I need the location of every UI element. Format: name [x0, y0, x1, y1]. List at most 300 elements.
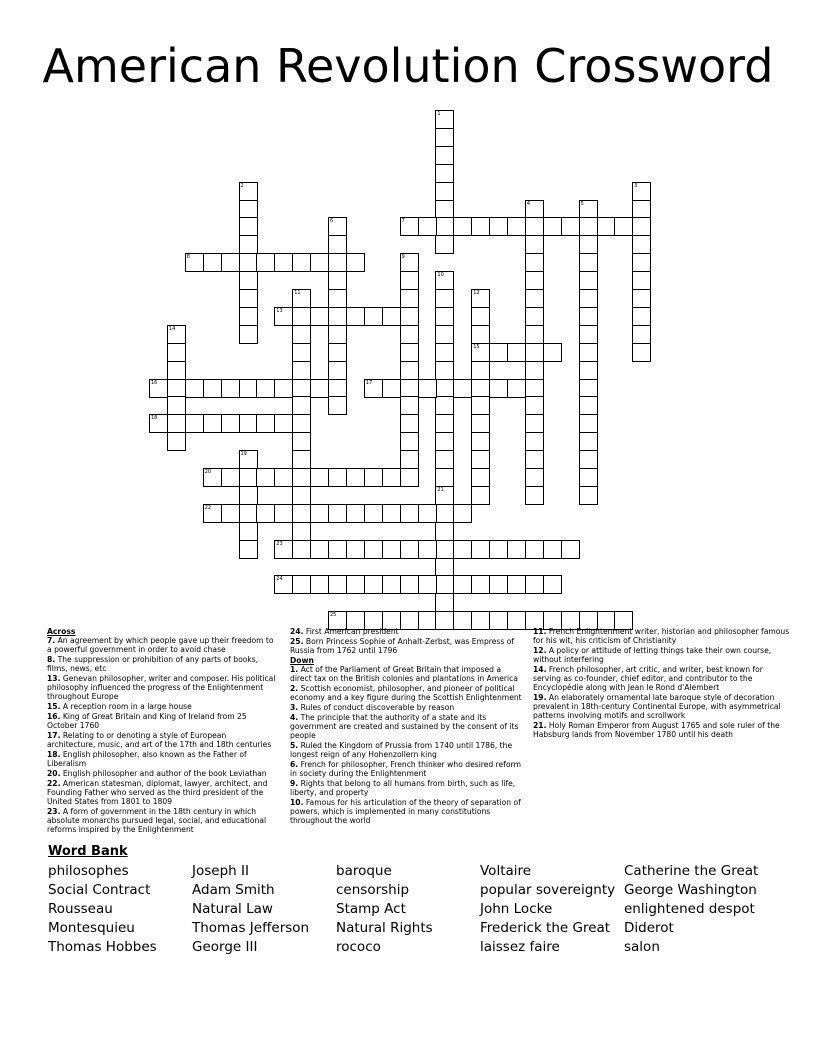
grid-cell[interactable] [525, 450, 544, 469]
word-bank-word: Montesquieu [48, 920, 135, 936]
clue-text: The suppression or prohibition of any parts of books, films, news, etc [47, 655, 259, 673]
grid-cell[interactable] [525, 575, 544, 594]
grid-cell[interactable] [239, 540, 258, 559]
grid-cell[interactable] [525, 271, 544, 290]
grid-cell[interactable] [435, 217, 454, 236]
grid-cell[interactable] [507, 217, 526, 236]
grid-cell[interactable] [632, 307, 651, 326]
grid-cell[interactable] [203, 379, 222, 398]
across-clue [47, 674, 277, 701]
grid-cell[interactable] [435, 432, 454, 451]
grid-cell[interactable] [274, 379, 293, 398]
grid-cell[interactable] [579, 307, 598, 326]
grid-cell[interactable] [579, 217, 598, 236]
grid-cell[interactable] [292, 379, 311, 398]
grid-cell[interactable] [292, 289, 311, 308]
word-bank-word: Frederick the Great [480, 920, 611, 936]
grid-cell[interactable] [400, 271, 419, 290]
grid-cell[interactable] [256, 379, 275, 398]
grid-cell[interactable] [489, 540, 508, 559]
grid-cell[interactable] [435, 396, 454, 415]
clue-text: English philosopher and author of the book Leviathan [62, 769, 267, 778]
grid-cell[interactable] [632, 343, 651, 362]
grid-cell[interactable] [579, 414, 598, 433]
grid-cell[interactable] [435, 146, 454, 165]
clue-number: 23 [276, 540, 283, 547]
grid-cell[interactable] [185, 253, 204, 272]
grid-cell[interactable] [435, 235, 454, 254]
grid-cell[interactable] [435, 325, 454, 344]
grid-cell[interactable] [239, 289, 258, 308]
grid-cell[interactable] [292, 325, 311, 344]
grid-cell[interactable] [328, 217, 347, 236]
grid-cell[interactable] [471, 468, 490, 487]
grid-cell[interactable] [435, 522, 454, 541]
grid-cell[interactable] [400, 432, 419, 451]
grid-cell[interactable] [471, 396, 490, 415]
across-clue [47, 712, 277, 730]
grid-cell[interactable] [632, 217, 651, 236]
grid-cell[interactable] [274, 468, 293, 487]
grid-cell[interactable] [221, 379, 240, 398]
grid-cell[interactable] [221, 253, 240, 272]
grid-cell[interactable] [543, 575, 562, 594]
grid-cell[interactable] [471, 414, 490, 433]
grid-cell[interactable] [274, 504, 293, 523]
clue-text: Rights that belong to all humans from birth, such as life, liberty, and property [290, 779, 516, 797]
clues-column-3 [533, 627, 793, 740]
clue-number: 14 [168, 325, 176, 332]
clue-number: 19 [240, 451, 247, 458]
grid-cell[interactable] [256, 414, 275, 433]
grid-cell[interactable] [292, 540, 311, 559]
grid-cell[interactable] [149, 379, 168, 398]
grid-cell[interactable] [274, 575, 293, 594]
word-bank-word: enlightened despot [624, 901, 755, 917]
clue-number: 16 [151, 379, 158, 386]
grid-cell[interactable] [507, 379, 526, 398]
grid-cell[interactable] [292, 450, 311, 469]
grid-cell[interactable] [185, 379, 204, 398]
grid-cell[interactable] [435, 540, 454, 559]
down-clue [290, 760, 522, 778]
grid-cell[interactable] [632, 182, 651, 201]
grid-cell[interactable] [203, 504, 222, 523]
grid-cell[interactable] [328, 271, 347, 290]
grid-cell[interactable] [328, 361, 347, 380]
clue-number: 25 [330, 612, 337, 619]
grid-cell[interactable] [400, 289, 419, 308]
grid-cell[interactable] [632, 235, 651, 254]
across-clue [47, 750, 277, 768]
grid-cell[interactable] [364, 379, 383, 398]
grid-cell[interactable] [435, 110, 454, 129]
grid-cell[interactable] [239, 414, 258, 433]
clue-text: French philosopher, art critic, and writer, best known for serving as co-founder, chief editor, and contributor to the Encyclopédie along with Jean le Rond d'Alembert [533, 665, 763, 692]
grid-cell[interactable] [310, 253, 329, 272]
grid-cell[interactable] [579, 486, 598, 505]
grid-cell[interactable] [507, 540, 526, 559]
grid-cell[interactable] [400, 253, 419, 272]
grid-cell[interactable] [167, 396, 186, 415]
grid-cell[interactable] [525, 414, 544, 433]
grid-cell[interactable] [310, 307, 329, 326]
grid-cell[interactable] [400, 217, 419, 236]
grid-cell[interactable] [185, 414, 204, 433]
down-clue [533, 646, 793, 664]
grid-cell[interactable] [167, 379, 186, 398]
grid-cell[interactable] [418, 540, 437, 559]
grid-cell[interactable] [239, 379, 258, 398]
grid-cell[interactable] [418, 217, 437, 236]
grid-cell[interactable] [489, 217, 508, 236]
clue-number-label: 2. [290, 684, 299, 693]
clue-number-label: 11. [533, 627, 547, 636]
grid-cell[interactable] [292, 504, 311, 523]
grid-cell[interactable] [543, 343, 562, 362]
word-bank-word: popular sovereignty [480, 882, 616, 898]
grid-cell[interactable] [239, 325, 258, 344]
grid-cell[interactable] [579, 432, 598, 451]
grid-cell[interactable] [435, 414, 454, 433]
word-bank-word: Adam Smith [192, 882, 275, 898]
grid-cell[interactable] [167, 325, 186, 344]
down-header: Down [290, 656, 314, 665]
grid-cell[interactable] [543, 540, 562, 559]
grid-cell[interactable] [435, 593, 454, 612]
word-bank-word: George III [192, 939, 258, 955]
grid-cell[interactable] [256, 504, 275, 523]
grid-cell[interactable] [167, 361, 186, 380]
grid-cell[interactable] [310, 504, 329, 523]
grid-cell[interactable] [525, 361, 544, 380]
grid-cell[interactable] [328, 307, 347, 326]
grid-cell[interactable] [471, 307, 490, 326]
across-clue [47, 807, 277, 834]
grid-cell[interactable] [418, 504, 437, 523]
grid-cell[interactable] [435, 164, 454, 183]
grid-cell[interactable] [418, 575, 437, 594]
grid-cell[interactable] [239, 522, 258, 541]
across-header: Across [47, 627, 76, 636]
grid-cell[interactable] [203, 253, 222, 272]
grid-cell[interactable] [310, 540, 329, 559]
grid-cell[interactable] [292, 468, 311, 487]
grid-cell[interactable] [525, 307, 544, 326]
grid-cell[interactable] [382, 504, 401, 523]
grid-cell[interactable] [453, 504, 472, 523]
grid-cell[interactable] [382, 468, 401, 487]
clues-column-2 [290, 627, 522, 826]
grid-cell[interactable] [239, 235, 258, 254]
grid-cell[interactable] [239, 504, 258, 523]
grid-cell[interactable] [579, 450, 598, 469]
grid-cell[interactable] [239, 307, 258, 326]
grid-cell[interactable] [435, 128, 454, 147]
across-clue [47, 779, 277, 806]
grid-cell[interactable] [471, 540, 490, 559]
grid-cell[interactable] [364, 307, 383, 326]
grid-cell[interactable] [471, 379, 490, 398]
grid-cell[interactable] [579, 271, 598, 290]
grid-cell[interactable] [471, 450, 490, 469]
grid-cell[interactable] [346, 307, 365, 326]
clue-text: Act of the Parliament of Great Britain that imposed a direct tax on the British colonies and plantations in America [290, 665, 518, 683]
word-bank-word: Catherine the Great [624, 863, 759, 879]
grid-cell[interactable] [292, 253, 311, 272]
grid-cell[interactable] [364, 540, 383, 559]
grid-cell[interactable] [489, 343, 508, 362]
grid-cell[interactable] [167, 432, 186, 451]
clue-number: 24 [276, 576, 283, 583]
grid-cell[interactable] [292, 307, 311, 326]
grid-cell[interactable] [579, 253, 598, 272]
clue-number-label: 5. [290, 741, 299, 750]
grid-cell[interactable] [400, 396, 419, 415]
grid-cell[interactable] [239, 486, 258, 505]
grid-cell[interactable] [632, 200, 651, 219]
grid-cell[interactable] [525, 396, 544, 415]
clue-number: 11 [294, 290, 301, 296]
grid-cell[interactable] [256, 468, 275, 487]
grid-cell[interactable] [239, 271, 258, 290]
grid-cell[interactable] [435, 361, 454, 380]
grid-cell[interactable] [149, 414, 168, 433]
grid-cell[interactable] [292, 343, 311, 362]
grid-cell[interactable] [453, 379, 472, 398]
grid-cell[interactable] [274, 540, 293, 559]
grid-cell[interactable] [435, 307, 454, 326]
grid-cell[interactable] [203, 468, 222, 487]
word-bank-word: Social Contract [48, 882, 151, 898]
grid-cell[interactable] [453, 575, 472, 594]
grid-cell[interactable] [579, 235, 598, 254]
down-clue [290, 684, 522, 702]
grid-cell[interactable] [507, 575, 526, 594]
grid-cell[interactable] [310, 379, 329, 398]
grid-cell[interactable] [239, 200, 258, 219]
grid-cell[interactable] [489, 379, 508, 398]
grid-cell[interactable] [579, 289, 598, 308]
grid-cell[interactable] [471, 217, 490, 236]
grid-cell[interactable] [328, 379, 347, 398]
grid-cell[interactable] [328, 396, 347, 415]
clue-text: Famous for his articulation of the theory of separation of powers, which is implemented in many constitutions throughout the world [290, 798, 521, 825]
grid-cell[interactable] [525, 379, 544, 398]
grid-cell[interactable] [614, 217, 633, 236]
grid-cell[interactable] [525, 289, 544, 308]
grid-cell[interactable] [346, 253, 365, 272]
word-bank-word: Joseph II [192, 863, 249, 879]
grid-cell[interactable] [274, 414, 293, 433]
grid-cell[interactable] [400, 307, 419, 326]
grid-cell[interactable] [579, 325, 598, 344]
clue-number-label: 7. [47, 636, 56, 645]
grid-cell[interactable] [579, 361, 598, 380]
grid-cell[interactable] [328, 343, 347, 362]
grid-cell[interactable] [382, 575, 401, 594]
grid-cell[interactable] [435, 486, 454, 505]
grid-cell[interactable] [400, 343, 419, 362]
grid-cell[interactable] [579, 396, 598, 415]
grid-cell[interactable] [328, 504, 347, 523]
clue-number-label: 3. [290, 703, 299, 712]
clue-number: 21 [437, 486, 444, 493]
grid-cell[interactable] [364, 575, 383, 594]
grid-cell[interactable] [292, 486, 311, 505]
clue-number: 7 [401, 218, 405, 225]
grid-cell[interactable] [328, 575, 347, 594]
grid-cell[interactable] [525, 343, 544, 362]
grid-cell[interactable] [400, 450, 419, 469]
grid-cell[interactable] [579, 468, 598, 487]
clue-number-label: 9. [290, 779, 299, 788]
grid-cell[interactable] [525, 200, 544, 219]
grid-cell[interactable] [435, 182, 454, 201]
grid-cell[interactable] [239, 468, 258, 487]
grid-cell[interactable] [579, 200, 598, 219]
grid-cell[interactable] [239, 217, 258, 236]
grid-cell[interactable] [471, 325, 490, 344]
grid-cell[interactable] [597, 217, 616, 236]
grid-cell[interactable] [561, 217, 580, 236]
clue-number: 15 [473, 343, 480, 350]
grid-cell[interactable] [310, 468, 329, 487]
clue-text: First American president [305, 627, 399, 636]
grid-cell[interactable] [364, 468, 383, 487]
grid-cell[interactable] [400, 379, 419, 398]
grid-cell[interactable] [435, 379, 454, 398]
clue-text: A reception room in a large house [62, 702, 192, 711]
grid-cell[interactable] [543, 217, 562, 236]
grid-cell[interactable] [525, 217, 544, 236]
grid-cell[interactable] [579, 343, 598, 362]
grid-cell[interactable] [221, 414, 240, 433]
grid-cell[interactable] [167, 343, 186, 362]
across-clue [47, 655, 277, 673]
grid-cell[interactable] [489, 575, 508, 594]
grid-cell[interactable] [632, 289, 651, 308]
grid-cell[interactable] [453, 217, 472, 236]
grid-cell[interactable] [632, 325, 651, 344]
grid-cell[interactable] [400, 361, 419, 380]
grid-cell[interactable] [400, 414, 419, 433]
grid-cell[interactable] [400, 540, 419, 559]
grid-cell[interactable] [221, 504, 240, 523]
grid-cell[interactable] [435, 289, 454, 308]
grid-cell[interactable] [328, 325, 347, 344]
grid-cell[interactable] [632, 253, 651, 272]
grid-cell[interactable] [471, 289, 490, 308]
grid-cell[interactable] [435, 468, 454, 487]
grid-cell[interactable] [525, 432, 544, 451]
grid-cell[interactable] [167, 414, 186, 433]
grid-cell[interactable] [328, 289, 347, 308]
clue-text: An agreement by which people gave up their freedom to a powerful government in order to avoid chase [47, 636, 274, 654]
grid-cell[interactable] [382, 307, 401, 326]
grid-cell[interactable] [418, 379, 437, 398]
grid-cell[interactable] [256, 253, 275, 272]
grid-cell[interactable] [364, 504, 383, 523]
grid-cell[interactable] [239, 450, 258, 469]
grid-cell[interactable] [561, 540, 580, 559]
grid-cell[interactable] [292, 396, 311, 415]
grid-cell[interactable] [525, 235, 544, 254]
clue-text: A policy or attitude of letting things take their own course, without interfering [533, 646, 772, 664]
grid-cell[interactable] [579, 379, 598, 398]
grid-cell[interactable] [292, 575, 311, 594]
grid-cell[interactable] [274, 253, 293, 272]
grid-cell[interactable] [435, 200, 454, 219]
grid-cell[interactable] [328, 540, 347, 559]
grid-cell[interactable] [435, 343, 454, 362]
across-clue [47, 731, 277, 749]
grid-cell[interactable] [310, 575, 329, 594]
grid-cell[interactable] [382, 540, 401, 559]
clue-number: 10 [437, 272, 444, 279]
grid-cell[interactable] [292, 361, 311, 380]
grid-cell[interactable] [435, 575, 454, 594]
grid-cell[interactable] [525, 253, 544, 272]
grid-cell[interactable] [328, 468, 347, 487]
word-bank-column [48, 862, 192, 957]
grid-cell[interactable] [239, 253, 258, 272]
grid-cell[interactable] [203, 414, 222, 433]
grid-cell[interactable] [292, 522, 311, 541]
grid-cell[interactable] [525, 468, 544, 487]
grid-cell[interactable] [525, 540, 544, 559]
grid-cell[interactable] [400, 575, 419, 594]
grid-cell[interactable] [435, 558, 454, 577]
grid-cell[interactable] [471, 361, 490, 380]
grid-cell[interactable] [292, 414, 311, 433]
grid-cell[interactable] [400, 504, 419, 523]
grid-cell[interactable] [435, 450, 454, 469]
grid-cell[interactable] [400, 325, 419, 344]
clue-number-label: 15. [47, 702, 61, 711]
grid-cell[interactable] [525, 486, 544, 505]
grid-cell[interactable] [435, 271, 454, 290]
grid-cell[interactable] [328, 235, 347, 254]
grid-cell[interactable] [382, 379, 401, 398]
clue-number-label: 10. [290, 798, 304, 807]
word-bank-word: salon [624, 939, 660, 955]
grid-cell[interactable] [632, 271, 651, 290]
grid-cell[interactable] [346, 540, 365, 559]
grid-cell[interactable] [400, 468, 419, 487]
grid-cell[interactable] [346, 575, 365, 594]
grid-cell[interactable] [525, 325, 544, 344]
grid-cell[interactable] [435, 504, 454, 523]
grid-cell[interactable] [453, 540, 472, 559]
grid-cell[interactable] [507, 343, 526, 362]
grid-cell[interactable] [471, 575, 490, 594]
grid-cell[interactable] [346, 504, 365, 523]
clue-number-label: 16. [47, 712, 61, 721]
grid-cell[interactable] [471, 343, 490, 362]
clue-number-label: 14. [533, 665, 547, 674]
grid-cell[interactable] [346, 468, 365, 487]
grid-cell[interactable] [471, 486, 490, 505]
grid-cell[interactable] [239, 182, 258, 201]
grid-cell[interactable] [274, 307, 293, 326]
grid-cell[interactable] [471, 432, 490, 451]
word-bank-word: Voltaire [480, 863, 532, 879]
grid-cell[interactable] [221, 468, 240, 487]
clue-number: 20 [204, 469, 212, 475]
grid-cell[interactable] [328, 253, 347, 272]
grid-cell[interactable] [292, 432, 311, 451]
